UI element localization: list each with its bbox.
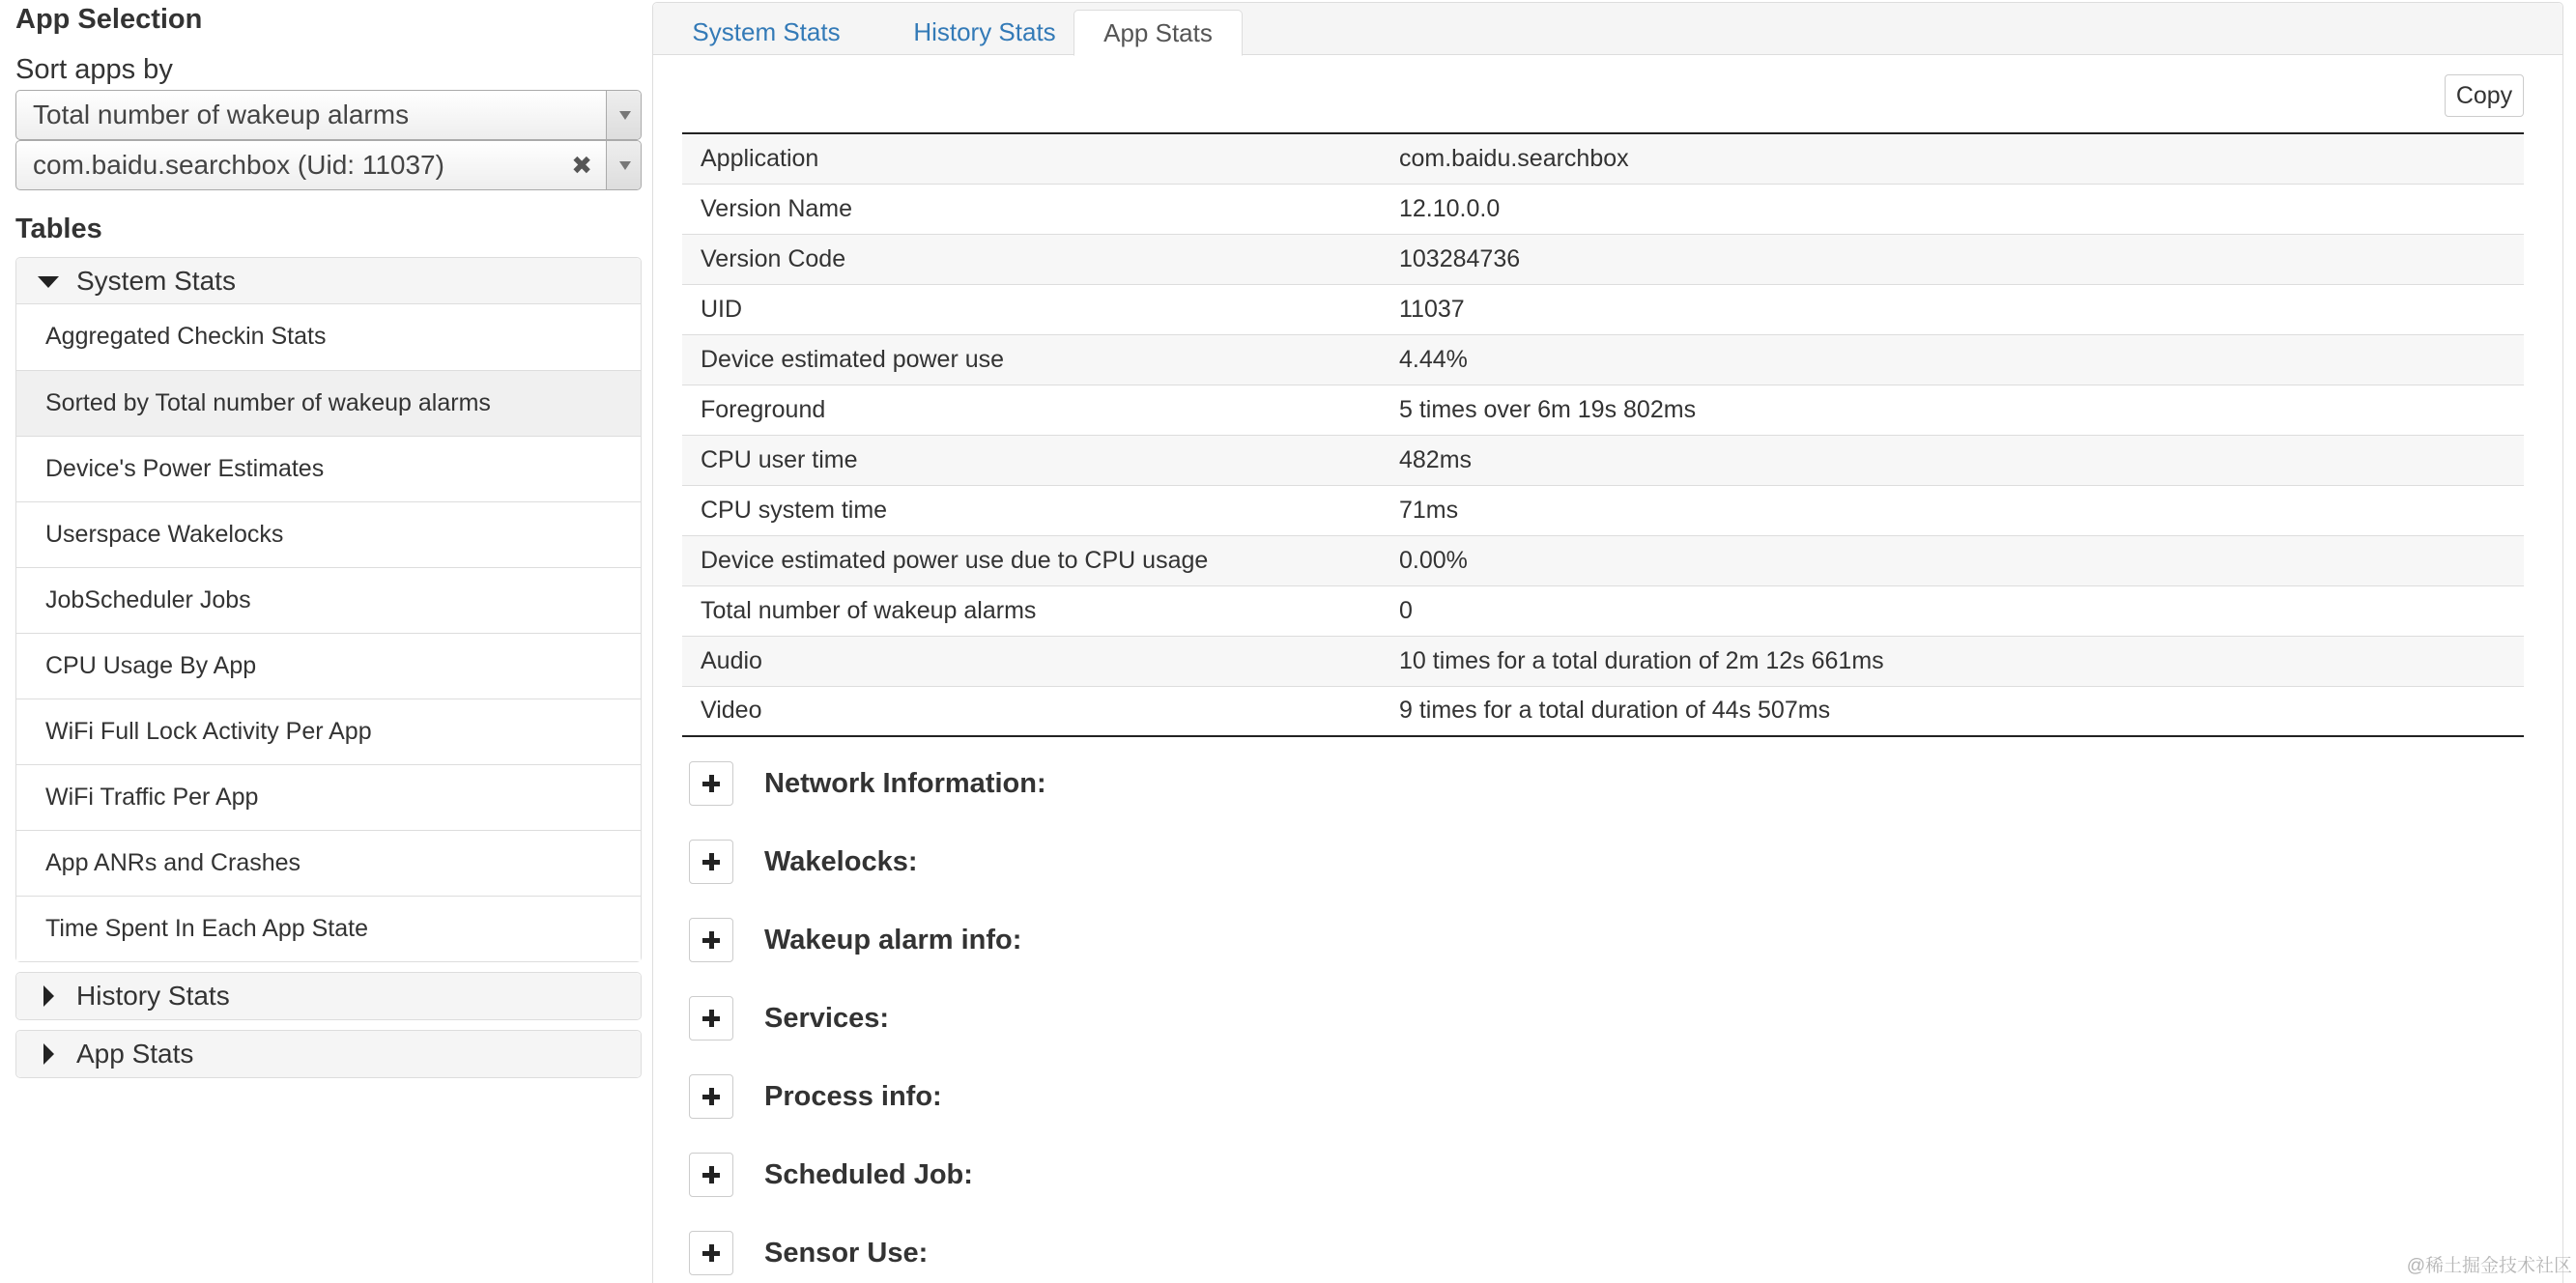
row-key: Application (701, 144, 819, 172)
caret-right-icon (43, 1043, 54, 1065)
table-row (682, 535, 2524, 585)
sidebar-item[interactable]: Sorted by Total number of wakeup alarms (16, 370, 641, 436)
watermark: @稀土掘金技术社区 (2406, 1256, 2572, 1276)
section-title[interactable]: Wakelocks: (764, 846, 918, 877)
plus-icon[interactable] (689, 1231, 733, 1275)
table-row (682, 686, 2524, 736)
row-value: 5 times over 6m 19s 802ms (1381, 385, 2524, 435)
sidebar-item[interactable]: App ANRs and Crashes (16, 830, 641, 896)
tab-app-stats[interactable]: App Stats (1073, 10, 1243, 56)
section-title[interactable]: Process info: (764, 1081, 942, 1112)
panel-system-stats (15, 257, 642, 962)
table-row (682, 385, 2524, 435)
table-row (682, 284, 2524, 334)
table-row (682, 133, 2524, 184)
row-value: 11037 (1381, 284, 2524, 334)
row-key: Foreground (682, 385, 1381, 435)
table-row (682, 585, 2524, 636)
row-value: 0 (1381, 585, 2524, 636)
sort-select-value: Total number of wakeup alarms (33, 100, 410, 129)
table-row (682, 485, 2524, 535)
row-value: 482ms (1381, 435, 2524, 485)
app-selection-heading: App Selection (15, 4, 203, 35)
plus-icon[interactable] (689, 1153, 733, 1197)
row-key: Device estimated power use (682, 334, 1381, 385)
caret-right-icon (43, 985, 54, 1007)
panel-title: System Stats (76, 266, 236, 296)
close-icon[interactable]: ✖ (571, 151, 592, 180)
sort-apps-label: Sort apps by (15, 54, 173, 85)
sort-select[interactable] (15, 90, 642, 140)
plus-icon[interactable] (689, 761, 733, 806)
sidebar-item[interactable]: Aggregated Checkin Stats (16, 304, 641, 370)
section-title[interactable]: Wakeup alarm info: (764, 925, 1022, 955)
row-key: Version Name (682, 184, 1381, 234)
caret-down-icon (38, 276, 59, 288)
table-row (682, 184, 2524, 234)
tab-history-stats[interactable]: History Stats (913, 17, 1056, 46)
section-title[interactable]: Scheduled Job: (764, 1159, 973, 1190)
row-key: CPU user time (682, 435, 1381, 485)
sidebar-item[interactable]: WiFi Full Lock Activity Per App (16, 699, 641, 764)
chevron-down-icon[interactable] (606, 141, 641, 189)
row-value: 71ms (1381, 485, 2524, 535)
plus-icon[interactable] (689, 996, 733, 1041)
row-key: Total number of wakeup alarms (682, 585, 1381, 636)
row-value: 0.00% (1381, 535, 2524, 585)
panel-title: History Stats (76, 981, 230, 1011)
panel-header-system-stats[interactable] (16, 258, 641, 304)
panel-header-app-stats[interactable] (16, 1031, 641, 1077)
row-value: 10 times for a total duration of 2m 12s 661ms (1381, 636, 2524, 686)
table-row (682, 234, 2524, 284)
sidebar-item[interactable]: Time Spent In Each App State (16, 896, 641, 961)
sidebar-item[interactable]: CPU Usage By App (16, 633, 641, 699)
panel-history-stats (15, 972, 642, 1020)
row-key: Version Code (682, 234, 1381, 284)
app-select[interactable] (15, 140, 642, 190)
sidebar-item[interactable]: Userspace Wakelocks (16, 501, 641, 567)
plus-icon[interactable] (689, 1074, 733, 1119)
row-value: 12.10.0.0 (1381, 184, 2524, 234)
tab-system-stats[interactable]: System Stats (692, 17, 841, 46)
section-title[interactable]: Network Information: (764, 768, 1046, 799)
table-row (682, 636, 2524, 686)
row-key: UID (682, 284, 1381, 334)
sidebar-item[interactable]: WiFi Traffic Per App (16, 764, 641, 830)
chevron-down-icon[interactable] (606, 91, 641, 139)
row-value: 103284736 (1381, 234, 2524, 284)
panel-header-history-stats[interactable] (16, 973, 641, 1019)
tables-heading: Tables (15, 214, 102, 244)
app-stats-table (682, 132, 2524, 737)
panel-app-stats (15, 1030, 642, 1078)
row-key: Audio (682, 636, 1381, 686)
copy-button[interactable]: Copy (2445, 74, 2524, 117)
table-row (682, 435, 2524, 485)
section-title[interactable]: Sensor Use: (764, 1238, 929, 1269)
plus-icon[interactable] (689, 840, 733, 884)
app-select-value: com.baidu.searchbox (Uid: 11037) (33, 150, 444, 180)
row-key: CPU system time (682, 485, 1381, 535)
row-value: 9 times for a total duration of 44s 507ms (1381, 686, 2524, 736)
row-key: Video (682, 686, 1381, 736)
system-stats-list (16, 304, 641, 961)
section-title[interactable]: Services: (764, 1003, 889, 1034)
row-key: Device estimated power use due to CPU usage (682, 535, 1381, 585)
tab-bar (653, 3, 2562, 55)
sidebar-item[interactable]: JobScheduler Jobs (16, 567, 641, 633)
plus-icon[interactable] (689, 918, 733, 962)
row-value: com.baidu.searchbox (1399, 144, 1629, 172)
row-value: 4.44% (1381, 334, 2524, 385)
main-panel (652, 2, 2563, 1283)
table-row (682, 334, 2524, 385)
sidebar-item[interactable]: Device's Power Estimates (16, 436, 641, 501)
panel-title: App Stats (76, 1039, 194, 1069)
